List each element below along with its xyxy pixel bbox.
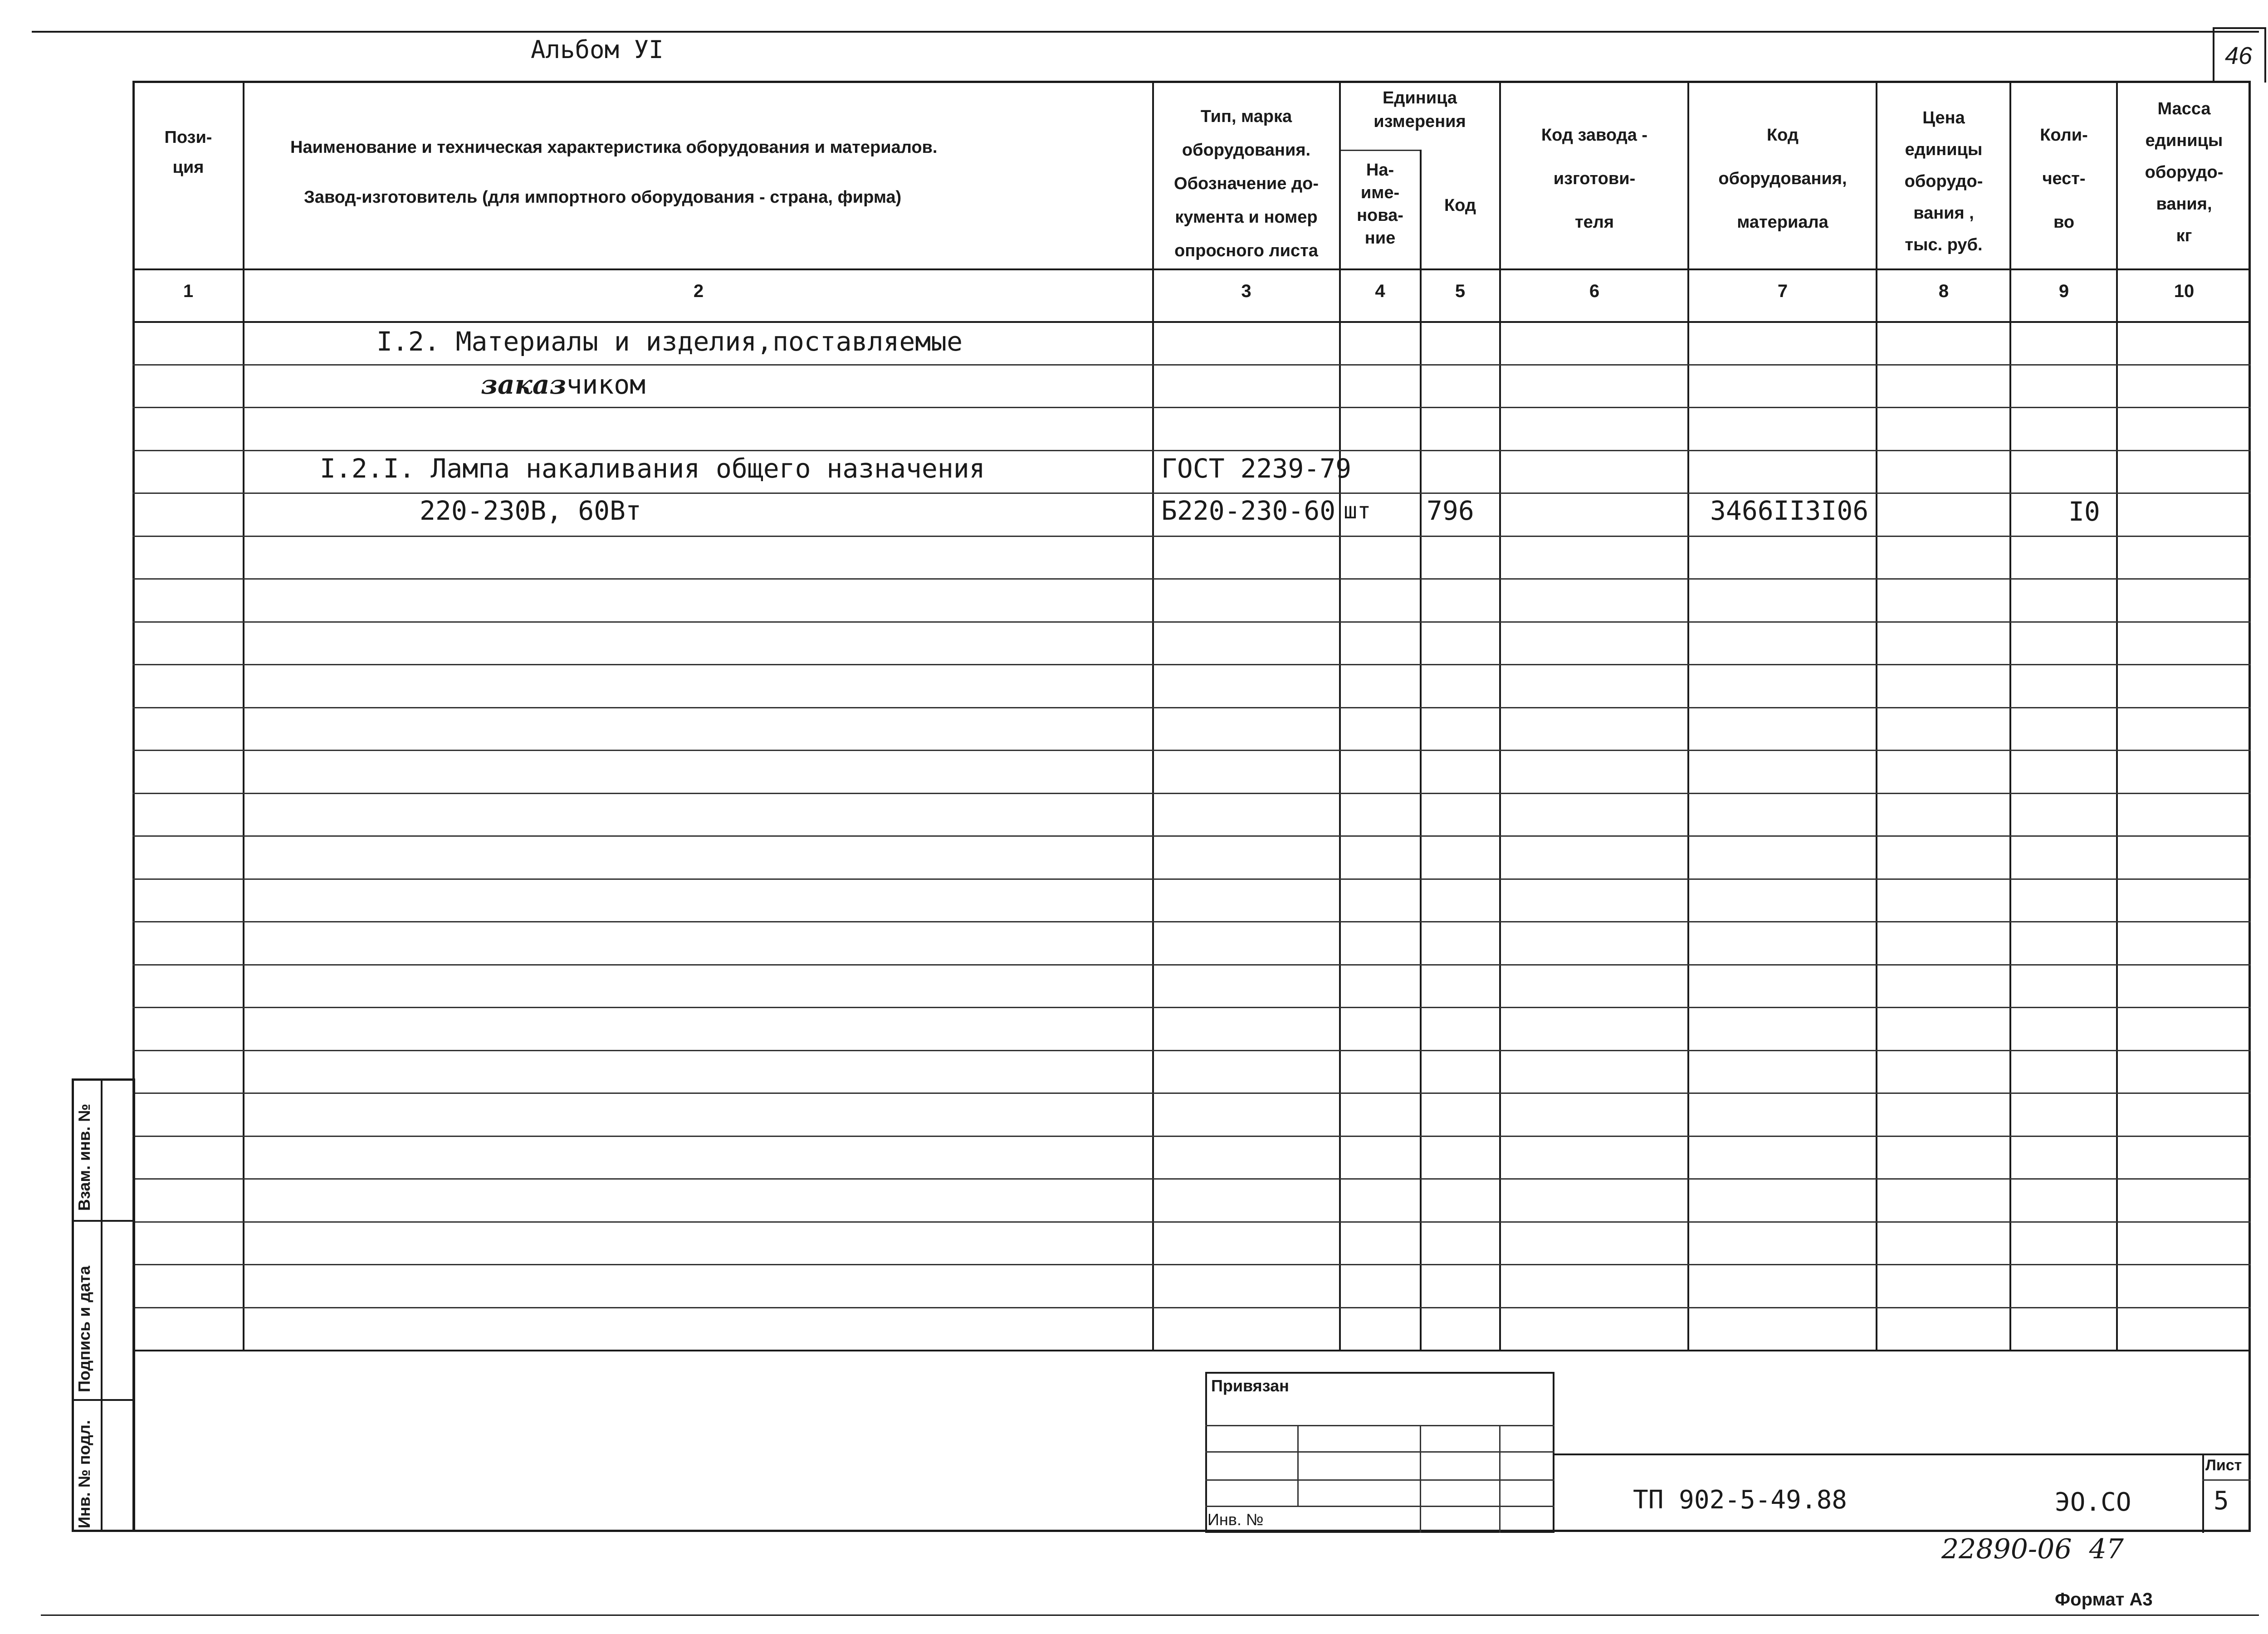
sheet-label: Лист xyxy=(2205,1457,2242,1474)
section-title-rest: чиком xyxy=(566,369,646,400)
table-row-line xyxy=(132,1221,2251,1223)
table-row-line xyxy=(132,921,2251,922)
table-row-line xyxy=(132,1050,2251,1051)
side-label-podpis: Подпись и дата xyxy=(75,1266,93,1392)
header-material-code: Код оборудования, материала xyxy=(1718,126,1847,232)
table-row-line xyxy=(132,1178,2251,1180)
side-label-vzam: Взам. инв. № xyxy=(75,1103,93,1211)
table-row-line xyxy=(132,621,2251,623)
table-row-line xyxy=(132,707,2251,708)
item-material-code: 3466II3I06 xyxy=(1710,495,1869,526)
section-title-line2 xyxy=(481,363,645,407)
table-row-line xyxy=(132,1307,2251,1308)
corner-number: 46 xyxy=(2225,42,2253,69)
item-quantity: I0 xyxy=(2068,496,2100,527)
col-number-10: 10 xyxy=(2174,281,2195,301)
header-quantity: Коли- чест- во xyxy=(2040,126,2088,232)
table-row-line xyxy=(132,793,2251,794)
col-number-7: 7 xyxy=(1777,281,1788,301)
col-number-9: 9 xyxy=(2058,281,2069,301)
table-row-line xyxy=(132,1136,2251,1137)
table-row-line xyxy=(132,964,2251,966)
header-factory-code: Код завода - изготови- теля xyxy=(1541,126,1648,232)
handwritten-insert: заказ xyxy=(481,369,567,400)
header-price: Цена единицы оборудо- вания , тыс. руб. xyxy=(1904,108,1983,254)
table-row-line xyxy=(132,1093,2251,1094)
section-title-line1: I.2. Материалы и изделия,поставляемые xyxy=(376,326,963,357)
item-unit-code: 796 xyxy=(1427,495,1474,526)
col-number-5: 5 xyxy=(1455,281,1466,301)
section-code: ЭО.СО xyxy=(2055,1488,2131,1517)
header-name: Наименование и техническая характеристика оборудования и материалов. Завод-изготовитель (для импортного оборудования - страна, фирма) xyxy=(290,138,938,207)
col-number-4: 4 xyxy=(1375,281,1385,301)
table-row-line xyxy=(132,407,2251,408)
table-row-line xyxy=(132,835,2251,837)
format-label: Формат А3 xyxy=(2055,1590,2153,1610)
item-unit: шт xyxy=(1344,498,1371,524)
inv-no-label: Инв. № xyxy=(1207,1510,1264,1529)
header-unit-code: Код xyxy=(1444,196,1476,215)
table-row-line xyxy=(132,1264,2251,1265)
handwritten-code: 22890-06 47 xyxy=(1941,1533,2124,1565)
col-number-2: 2 xyxy=(693,281,704,301)
item-model: Б220-230-60 xyxy=(1161,495,1336,526)
col-number-6: 6 xyxy=(1589,281,1600,301)
table-row-line xyxy=(132,536,2251,537)
col-number-8: 8 xyxy=(1938,281,1949,301)
table-row-line xyxy=(132,878,2251,880)
sheet-number: 5 xyxy=(2214,1486,2229,1516)
col-number-1: 1 xyxy=(183,281,194,301)
header-unit: Единица измерения xyxy=(1374,88,1466,131)
header-mass: Масса единицы оборудо- вания, кг xyxy=(2145,99,2224,245)
item-standard: ГОСТ 2239-79 xyxy=(1161,453,1352,484)
item-spec: 220-230В, 60Вт xyxy=(420,495,641,526)
header-unit-name: На- име- нова- ние xyxy=(1357,161,1403,248)
item-title: I.2.I. Лампа накаливания общего назначения xyxy=(320,453,985,484)
table-row-line xyxy=(132,750,2251,751)
side-label-inv: Инв. № подл. xyxy=(75,1420,93,1528)
privyazan-label: Привязан xyxy=(1211,1376,1289,1395)
table-row-line xyxy=(132,664,2251,665)
table-row-line xyxy=(132,364,2251,366)
table-row-line xyxy=(132,1007,2251,1008)
header-type: Тип, марка оборудования. Обозначение до- кумента и номер опросного листа xyxy=(1174,107,1319,260)
album-label: Альбом УI xyxy=(531,35,664,64)
col-number-3: 3 xyxy=(1241,281,1251,301)
doc-code: ТП 902-5-49.88 xyxy=(1633,1485,1848,1515)
table-row-line xyxy=(132,578,2251,580)
header-position: Пози- ция xyxy=(164,128,212,177)
